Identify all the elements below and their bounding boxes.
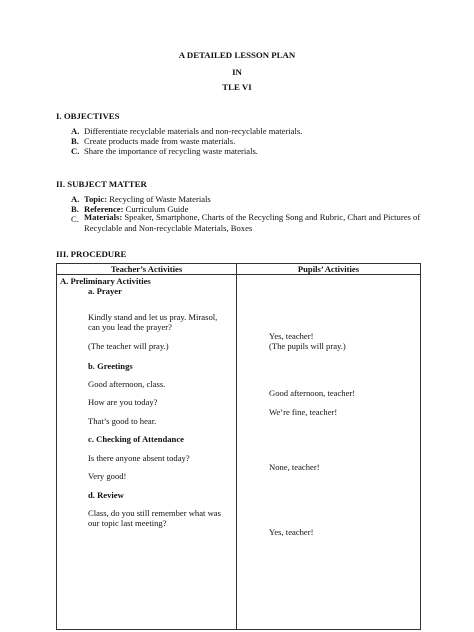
objective-text: Share the importance of recycling waste materials. [84, 146, 258, 156]
objective-letter: C. [71, 146, 80, 156]
teacher-line: Is there anyone absent today? [88, 453, 190, 463]
teacher-line: can you lead the prayer? [88, 322, 172, 332]
teacher-line: Very good! [88, 471, 127, 481]
procedure-table [56, 263, 421, 630]
pupil-response: (The pupils will pray.) [269, 341, 346, 351]
doc-title: A DETAILED LESSON PLAN [178, 50, 296, 60]
objective-text: Create products made from waste materials. [84, 136, 236, 146]
subject-item-topic: Topic: Recycling of Waste Materials [84, 194, 211, 204]
pupils-activities-cell [237, 275, 421, 630]
prayer-heading: a. Prayer [88, 286, 122, 296]
pupil-response: Yes, teacher! [269, 527, 314, 537]
subject-matter-heading: II. SUBJECT MATTER [56, 179, 147, 189]
section-label: A. Preliminary Activities [60, 276, 151, 286]
teacher-line: That’s good to hear. [88, 416, 157, 426]
teacher-line: Good afternoon, class. [88, 379, 166, 389]
pupils-column-header: Pupils’ Activities [237, 264, 421, 275]
review-heading: d. Review [88, 490, 124, 500]
teacher-line: Class, do you still remember what was [88, 508, 221, 518]
objectives-heading: I. OBJECTIVES [56, 111, 120, 121]
objective-letter: B. [71, 136, 79, 146]
teacher-line: our topic last meeting? [88, 518, 167, 528]
objective-letter: A. [71, 126, 80, 136]
subject-letter: C. [71, 214, 79, 224]
doc-subject: TLE VI [222, 82, 252, 92]
subject-letter: B. [71, 204, 79, 214]
pupil-response: Yes, teacher! [269, 331, 314, 341]
doc-title-in: IN [232, 67, 242, 77]
subject-item-reference: Reference: Curriculum Guide [84, 204, 189, 214]
greetings-heading: b. Greetings [88, 361, 133, 371]
teacher-activities-cell [57, 275, 237, 630]
pupil-response: Good afternoon, teacher! [269, 388, 356, 398]
subject-letter: A. [71, 194, 80, 204]
teacher-column-header: Teacher’s Activities [57, 264, 237, 275]
teacher-note: (The teacher will pray.) [88, 341, 169, 351]
procedure-heading: III. PROCEDURE [56, 249, 127, 259]
pupil-response: None, teacher! [269, 462, 320, 472]
pupil-response: We’re fine, teacher! [269, 407, 338, 417]
attendance-heading: c. Checking of Attendance [88, 434, 184, 444]
teacher-line: Kindly stand and let us pray. Mirasol, [88, 312, 218, 322]
teacher-line: How are you today? [88, 397, 158, 407]
objective-text: Differentiate recyclable materials and non-recyclable materials. [84, 126, 303, 136]
subject-item-materials: Materials: Speaker, Smartphone, Charts of the Recycling Song and Rubric, Chart and Pictures of Recyclable and Non-recyclable Materials, Boxes [84, 212, 421, 233]
